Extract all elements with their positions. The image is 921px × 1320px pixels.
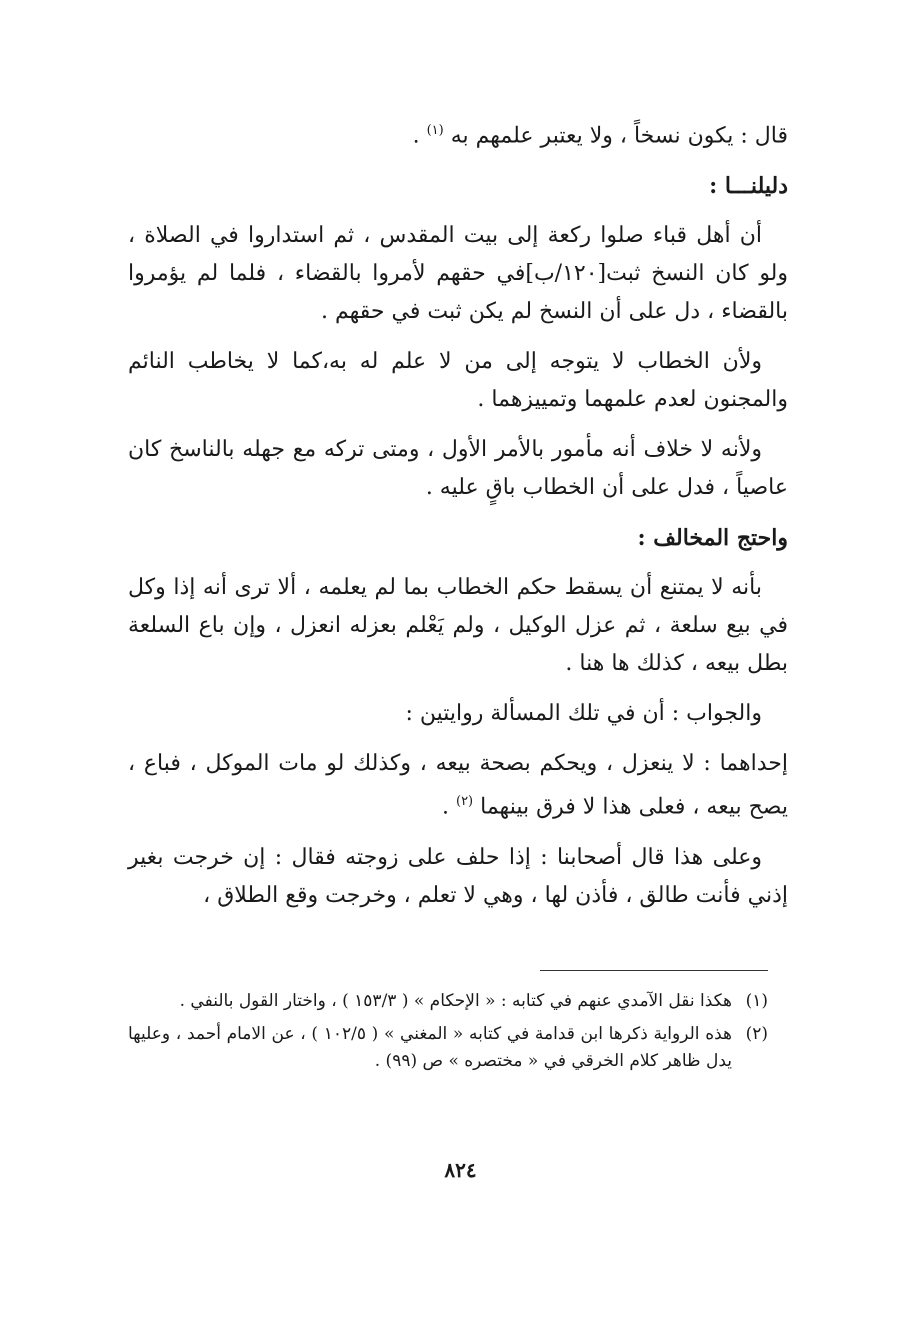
footnote-2	[128, 1021, 768, 1075]
footnote-ref-1: (١)	[426, 123, 444, 138]
footnote-number: (١)	[745, 991, 768, 1011]
main-text	[128, 112, 788, 927]
footnote-number: (٢)	[745, 1024, 768, 1044]
paragraph-6	[128, 745, 788, 826]
paragraph-5: والجواب : أن في تلك المسألة روايتين :	[405, 701, 762, 727]
footnote-divider	[540, 970, 768, 971]
footnotes	[128, 988, 768, 1081]
heading-evidence: دليلنـــا :	[709, 173, 788, 200]
footnote-text: هكذا نقل الآمدي عنهم في كتابه : « الإحكام » ( ١٥٣/٣ ) ، واختار القول بالنفي .	[179, 991, 732, 1011]
footnote-ref-2: (٢)	[455, 794, 474, 810]
footnote-1	[128, 988, 768, 1015]
paragraph-3: ولأنه لا خلاف أنه مأمور بالأمر الأول ، ومتى تركه مع جهله بالناسخ كان عاصياً ، فدل على أن الخطاب باقٍ عليه .	[128, 437, 788, 501]
paragraph-2: ولأن الخطاب لا يتوجه إلى من لا علم له به،كما لا يخاطب النائم والمجنون لعدم علمهما وتمييزهما .	[128, 349, 788, 413]
heading-opponent: واحتج المخالف :	[637, 525, 788, 552]
paragraph-7: وعلى هذا قال أصحابنا : إذا حلف على زوجته فقال : إن خرجت بغير إذني فأنت طالق ، فأذن لها ، وهي لا تعلم ، وخرجت وقع الطلاق ،	[128, 844, 788, 908]
intro-line-text: قال : يكون نسخاً ، ولا يعتبر علمهم به	[450, 123, 788, 149]
paragraph-1: أن أهل قباء صلوا ركعة إلى بيت المقدس ، ثم استداروا في الصلاة ، ولو كان النسخ ثبت[١٢٠/ب]في حقهم لأمروا بالقضاء ، فلما لم يؤمروا بالقضاء ، دل على أن النسخ لم يكن ثبت في حقهم .	[128, 223, 789, 325]
footnote-text: هذه الرواية ذكرها ابن قدامة في كتابه « المغني » ( ١٠٢/٥ ) ، عن الامام أحمد ، وعليها يدل ظاهر كلام الخرقي في « مختصره » ص (٩٩) .	[128, 1024, 732, 1071]
paragraph-6-text: إحداهما : لا ينعزل ، ويحكم بصحة بيعه ، وكذلك لو مات الموكل ، فباع ، يصح بيعه ، فعلى هذا لا فرق بينهما	[128, 751, 788, 820]
paragraph-4: بأنه لا يمتنع أن يسقط حكم الخطاب بما لم يعلمه ، ألا ترى أنه إذا وكل في بيع سلعة ، ثم عزل الوكيل ، ولم يَعْلم بعزله انعزل ، وإن باع السلعة بطل بيعه ، كذلك ها هنا .	[128, 575, 788, 677]
intro-line	[128, 112, 788, 155]
page-number: ٨٢٤	[444, 1158, 477, 1182]
paragraph-6-end: .	[441, 794, 449, 820]
intro-line-end: .	[412, 123, 420, 149]
